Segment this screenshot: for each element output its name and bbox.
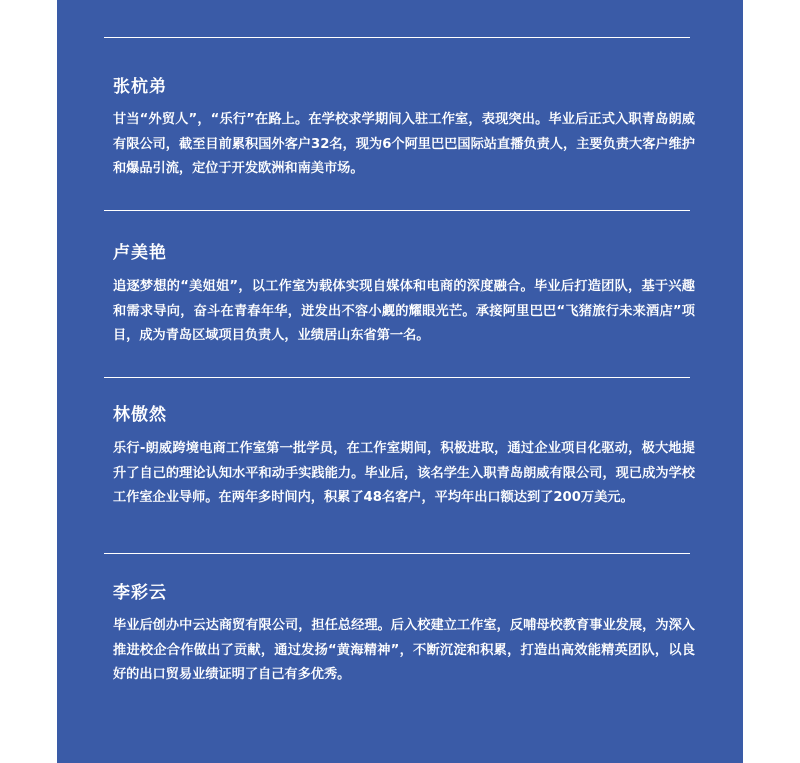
profile-name: 李彩云 [113, 583, 167, 603]
section-divider [104, 553, 690, 554]
profile-bio: 毕业后创办中云达商贸有限公司，担任总经理。后入校建立工作室，反哺母校教育事业发展，为深入推进校企合作做出了贡献，通过发扬“黄海精神”，不断沉淀和积累，打造出高效能精英团队，以良好的出口贸易业绩证明了自己有多优秀。 [113, 618, 695, 682]
profile-bio: 甘当“外贸人”，“乐行”在路上。在学校求学期间入驻工作室，表现突出。毕业后正式入职青岛朗威有限公司，截至目前累积国外客户32名，现为6个阿里巴巴国际站直播负责人，主要负责大客户维护和爆品引流，定位于开发欧洲和南美市场。 [113, 112, 695, 176]
section-divider [104, 37, 690, 38]
profile-name: 林傲然 [113, 405, 167, 425]
profile-bio: 追逐梦想的“美姐姐”，以工作室为载体实现自媒体和电商的深度融合。毕业后打造团队，基于兴趣和需求导向，奋斗在青春年华，迸发出不容小觑的耀眼光芒。承接阿里巴巴“飞猪旅行未来酒店”项目，成为青岛区域项目负责人，业绩居山东省第一名。 [113, 279, 695, 343]
profile-name: 卢美艳 [113, 243, 167, 263]
profile-name: 张杭弟 [113, 77, 167, 97]
profile-bio: 乐行-朗威跨境电商工作室第一批学员，在工作室期间，积极进取，通过企业项目化驱动，极大地提升了自己的理论认知水平和动手实践能力。毕业后，该名学生入职青岛朗威有限公司，现已成为学校工作室企业导师。在两年多时间内，积累了48名客户，平均年出口额达到了200万美元。 [113, 441, 695, 505]
section-divider [104, 210, 690, 211]
section-divider [104, 377, 690, 378]
